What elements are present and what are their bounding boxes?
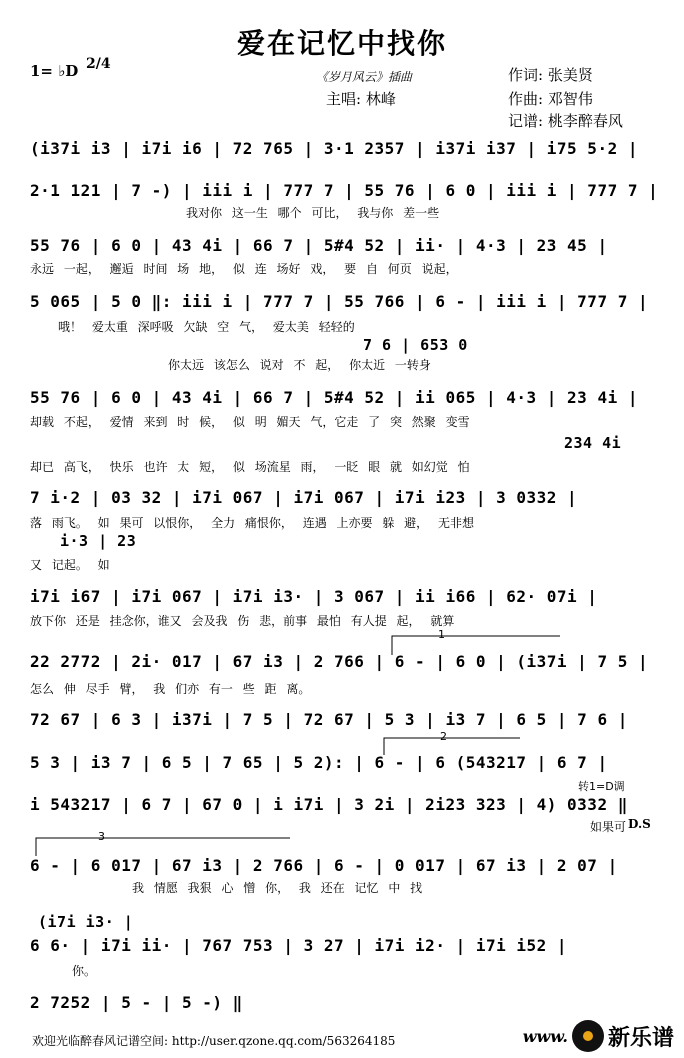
side-notation: i·3 | 23	[60, 532, 137, 550]
notation-row: 7 i·2 | 03 32 | i7i 067 | i7i 067 | i7i i23 | 3 0332 |	[30, 488, 578, 507]
notation-row: 72 67 | 6 3 | i37i | 7 5 | 72 67 | 5 3 | i3 7 | 6 5 | 7 6 |	[30, 710, 628, 729]
notation-row: (i37i i3 | i7i i6 | 72 765 | 3·1 2357 | i37i i37 | i75 5·2 |	[30, 139, 638, 158]
ending-2-number: 2	[440, 730, 447, 743]
site-logo	[523, 1020, 674, 1052]
notation-row: 55 76 | 6 0 | 43 4i | 66 7 | 5#4 52 | ii 065 | 4·3 | 23 4i |	[30, 388, 638, 407]
record-disc-icon	[572, 1020, 604, 1052]
logo-prefix: www.	[522, 1026, 568, 1046]
transcriber-label: 记谱: 桃李醉春风	[508, 112, 623, 130]
lyric-line: 落 雨飞。 如 果可 以恨你， 全力 痛恨你， 连遇 上亦要 躲 避， 无非想	[30, 516, 474, 530]
lyric-line: 我对你 这一生 哪个 可比， 我与你 差一些	[186, 206, 440, 220]
ds-mark: D.S	[628, 817, 651, 831]
notation-row: 22 2772 | 2i· 017 | 67 i3 | 2 766 | 6 - | 6 0 | (i37i | 7 5 |	[30, 652, 649, 671]
logo-text: 新乐谱	[607, 1025, 674, 1051]
side-notation: (i7i i3· |	[38, 913, 134, 931]
notation-row: 55 76 | 6 0 | 43 4i | 66 7 | 5#4 52 | ii· | 4·3 | 23 45 |	[30, 236, 608, 255]
side-notation: 7 6 | 653 0	[363, 336, 468, 354]
lyric-line: 又 记起。 如	[30, 558, 110, 572]
lyric-line: 却已 高飞， 快乐 也许 太 短， 似 场流星 雨， 一眨 眼 就 如幻觉 怕	[30, 460, 470, 474]
lyric-line: 你太远 该怎么 说对 不 起， 你太近 一转身	[168, 358, 431, 372]
lyric-line: 你。	[72, 964, 97, 978]
notation-row: 6 6· | i7i ii· | 767 753 | 3 27 | i7i i2· | i7i i52 |	[30, 936, 568, 955]
ending-1-number: 1	[438, 628, 445, 641]
song-title: 爱在记忆中找你	[236, 27, 447, 60]
notation-row: 2·1 121 | 7 -) | iii i | 777 7 | 55 76 | 6 0 | iii i | 777 7 |	[30, 181, 659, 200]
source-label: 《岁月风云》插曲	[316, 70, 413, 84]
lyric-line: 永远 一起， 邂逅 时间 场 地， 似 连 场好 戏， 要 自 何页 说起，	[30, 262, 458, 276]
lyricist-label: 作词: 张美贤	[508, 66, 593, 84]
lyric-line: 放下你 还是 挂念你，谁又 会及我 伤 悲，前事 最怕 有人提 起， 就算	[30, 614, 455, 628]
lyric-line: 我 情愿 我狠 心 憎 你， 我 还在 记忆 中 找	[132, 881, 423, 895]
singer-label: 主唱: 林峰	[326, 90, 396, 108]
notation-row: i7i i67 | i7i 067 | i7i i3· | 3 067 | ii i66 | 62· 07i |	[30, 587, 598, 606]
notation-row: 5 3 | i3 7 | 6 5 | 7 65 | 5 2): | 6 - | 6 (543217 | 6 7 |	[30, 753, 608, 772]
lyric-line: 哦！ 爱太重 深呼吸 欠缺 空 气， 爱太美 轻轻的	[58, 320, 355, 334]
side-notation: 234 4i	[564, 434, 622, 452]
ending-lyric: 如果可	[590, 820, 627, 834]
ending-bracket-2	[384, 738, 520, 755]
ending-3-number: 3	[98, 830, 105, 843]
lyric-line: 却载 不起， 爱情 来到 时 候， 似 明 媚天 气，它走 了 突 然聚 变雪	[30, 415, 470, 429]
key-change-note: 转1=D调	[578, 780, 625, 793]
lyric-line: 怎么 伸 尽手 臂， 我 们亦 有一 些 距 离。	[30, 682, 311, 696]
footer-text: 欢迎光临醉春风记谱空间: http://user.qzone.qq.com/563264185	[32, 1034, 396, 1048]
notation-row: i 543217 | 6 7 | 67 0 | i i7i | 3 2i | 2i23 323 | 4) 0332 ‖	[30, 795, 628, 814]
ending-bracket-3	[36, 838, 290, 856]
composer-label: 作曲: 邓智伟	[508, 90, 593, 108]
key-signature: 1= ♭D	[30, 62, 79, 80]
notation-row: 5 065 | 5 0 ‖: iii i | 777 7 | 55 766 | 6 - | iii i | 777 7 |	[30, 292, 649, 311]
notation-row: 6 - | 6 017 | 67 i3 | 2 766 | 6 - | 0 017 | 67 i3 | 2 07 |	[30, 856, 618, 875]
notation-row: 2 7252 | 5 - | 5 -) ‖	[30, 993, 243, 1012]
ending-bracket-1	[392, 636, 560, 655]
time-signature-text: 2/4	[86, 56, 111, 72]
